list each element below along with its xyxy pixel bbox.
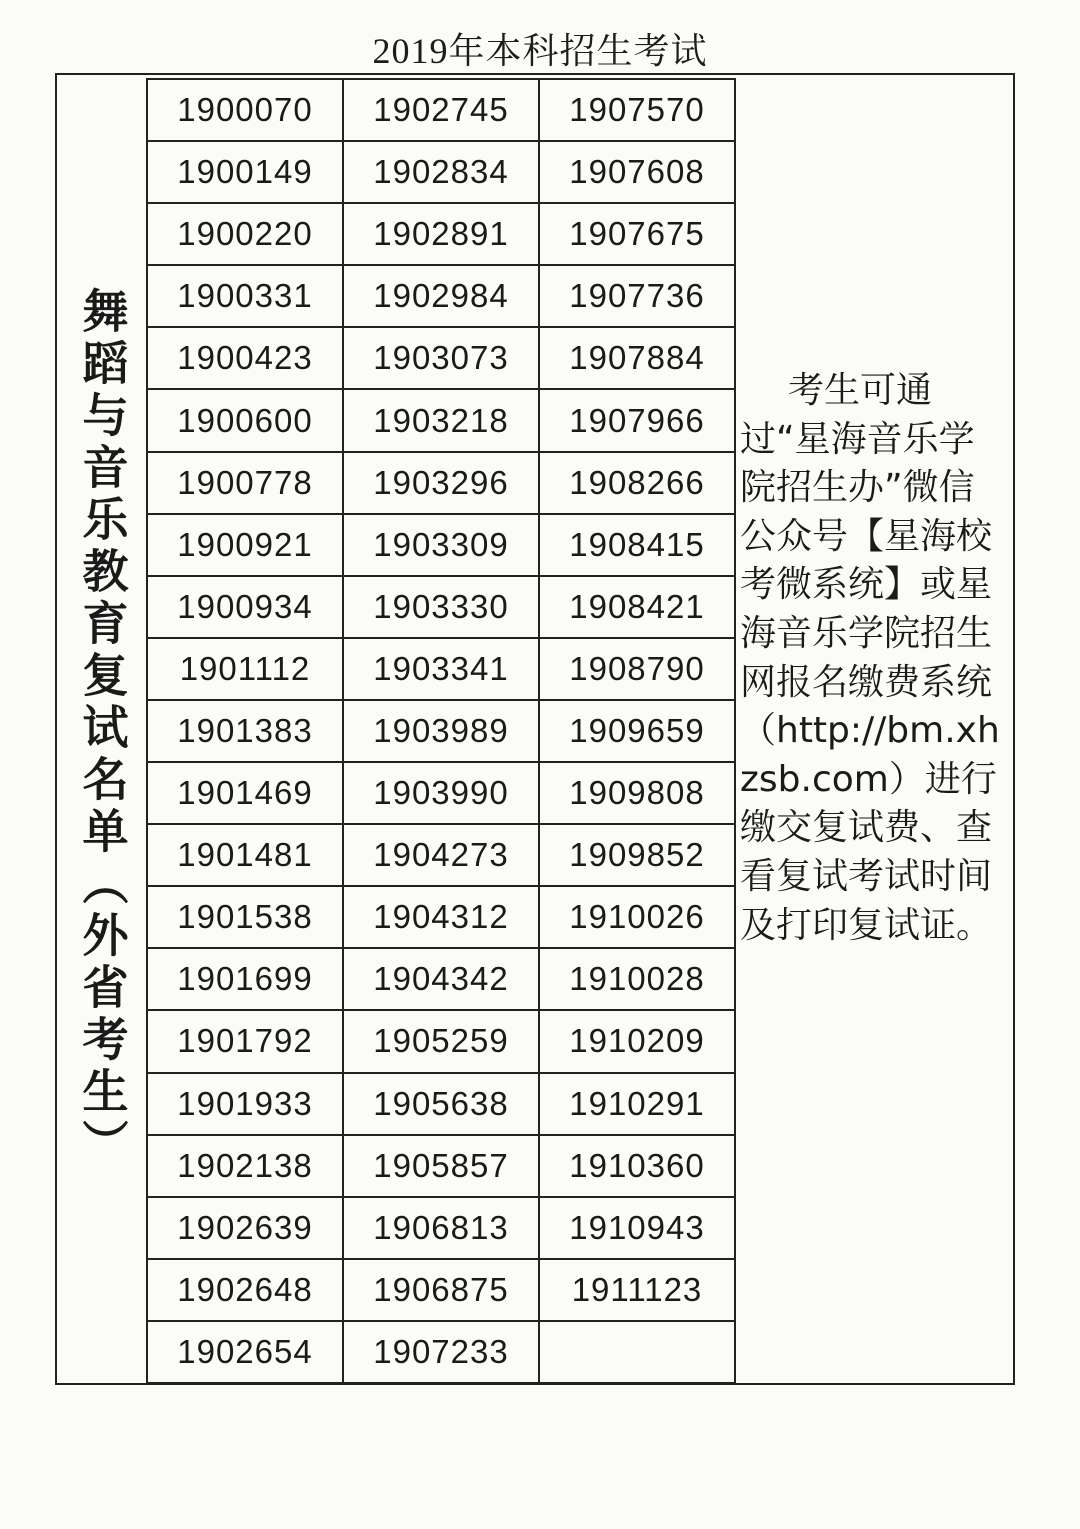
candidate-number-cell: 1910360 (539, 1135, 735, 1197)
candidate-number-cell: 1904342 (343, 948, 539, 1010)
list-category-text: 舞蹈与音乐教育复试名单（外省考生） (75, 287, 130, 1171)
candidate-number-cell: 1900070 (147, 79, 343, 141)
candidate-number-cell: 1903330 (343, 576, 539, 638)
candidate-number-cell: 1907233 (343, 1321, 539, 1383)
candidate-number-cell: 1902745 (343, 79, 539, 141)
table-row (147, 327, 735, 389)
candidate-number-cell: 1911123 (539, 1259, 735, 1321)
candidate-number-cell: 1910026 (539, 886, 735, 948)
table-row (147, 1010, 735, 1072)
candidate-number-cell (539, 1321, 735, 1383)
candidate-number-cell: 1901469 (147, 762, 343, 824)
candidate-list-sheet (55, 73, 1015, 1385)
candidate-number-cell: 1910943 (539, 1197, 735, 1259)
table-row (147, 886, 735, 948)
instruction-notice (740, 367, 1002, 950)
candidate-number-cell: 1903341 (343, 638, 539, 700)
candidate-number-cell: 1900149 (147, 141, 343, 203)
table-row (147, 1073, 735, 1135)
candidate-number-cell: 1902834 (343, 141, 539, 203)
candidate-number-cell: 1904312 (343, 886, 539, 948)
table-row (147, 1135, 735, 1197)
candidate-number-cell: 1905259 (343, 1010, 539, 1072)
candidate-number-cell: 1901112 (147, 638, 343, 700)
candidate-number-cell: 1900921 (147, 514, 343, 576)
table-row (147, 1197, 735, 1259)
candidate-number-cell: 1902654 (147, 1321, 343, 1383)
candidate-number-cell: 1902891 (343, 203, 539, 265)
table-row (147, 824, 735, 886)
table-row (147, 1259, 735, 1321)
page-title: 2019年本科招生考试 (372, 31, 708, 71)
table-row (147, 141, 735, 203)
candidate-number-cell: 1907736 (539, 265, 735, 327)
candidate-number-cell: 1907570 (539, 79, 735, 141)
table-row (147, 203, 735, 265)
table-row (147, 638, 735, 700)
candidate-number-cell: 1902648 (147, 1259, 343, 1321)
instruction-text: 考生可通过“星海音乐学院招生办”微信公众号【星海校考微系统】或星海音乐学院招生网报名缴费系统（http://bm.xhzsb.com）进行缴交复试费、查看复试考试时间及打印复试证。 (740, 370, 1000, 946)
candidate-number-cell: 1910028 (539, 948, 735, 1010)
candidate-number-cell: 1907675 (539, 203, 735, 265)
candidate-number-cell: 1900600 (147, 389, 343, 451)
candidate-number-cell: 1901538 (147, 886, 343, 948)
candidate-number-rows (147, 79, 735, 1383)
candidate-number-cell: 1910291 (539, 1073, 735, 1135)
candidate-number-cell: 1901933 (147, 1073, 343, 1135)
candidate-number-cell: 1909808 (539, 762, 735, 824)
table-row (147, 514, 735, 576)
candidate-number-cell: 1903990 (343, 762, 539, 824)
candidate-number-cell: 1908266 (539, 452, 735, 514)
candidate-number-cell: 1909852 (539, 824, 735, 886)
candidate-number-cell: 1902984 (343, 265, 539, 327)
candidate-number-table (146, 78, 736, 1384)
candidate-number-cell: 1906875 (343, 1259, 539, 1321)
table-row (147, 265, 735, 327)
table-row (147, 79, 735, 141)
candidate-number-cell: 1903989 (343, 700, 539, 762)
candidate-number-cell: 1909659 (539, 700, 735, 762)
candidate-number-cell: 1907884 (539, 327, 735, 389)
candidate-number-cell: 1900220 (147, 203, 343, 265)
candidate-number-cell: 1901792 (147, 1010, 343, 1072)
candidate-number-cell: 1908415 (539, 514, 735, 576)
candidate-number-cell: 1906813 (343, 1197, 539, 1259)
table-row (147, 700, 735, 762)
candidate-number-cell: 1900934 (147, 576, 343, 638)
list-category-label (57, 75, 148, 1383)
table-row (147, 1321, 735, 1383)
candidate-number-cell: 1901383 (147, 700, 343, 762)
candidate-number-cell: 1902639 (147, 1197, 343, 1259)
candidate-number-cell: 1903218 (343, 389, 539, 451)
candidate-number-cell: 1903073 (343, 327, 539, 389)
candidate-number-cell: 1907608 (539, 141, 735, 203)
table-row (147, 452, 735, 514)
candidate-number-cell: 1900331 (147, 265, 343, 327)
candidate-number-cell: 1903296 (343, 452, 539, 514)
candidate-number-cell: 1904273 (343, 824, 539, 886)
candidate-number-cell: 1905638 (343, 1073, 539, 1135)
candidate-number-cell: 1903309 (343, 514, 539, 576)
candidate-number-cell: 1902138 (147, 1135, 343, 1197)
candidate-number-cell: 1900778 (147, 452, 343, 514)
candidate-number-cell: 1908790 (539, 638, 735, 700)
candidate-number-cell: 1905857 (343, 1135, 539, 1197)
candidate-number-cell: 1901481 (147, 824, 343, 886)
candidate-number-cell: 1907966 (539, 389, 735, 451)
candidate-number-cell: 1900423 (147, 327, 343, 389)
table-row (147, 948, 735, 1010)
table-row (147, 762, 735, 824)
table-row (147, 576, 735, 638)
table-row (147, 389, 735, 451)
candidate-number-cell: 1910209 (539, 1010, 735, 1072)
candidate-number-cell: 1901699 (147, 948, 343, 1010)
candidate-number-cell: 1908421 (539, 576, 735, 638)
